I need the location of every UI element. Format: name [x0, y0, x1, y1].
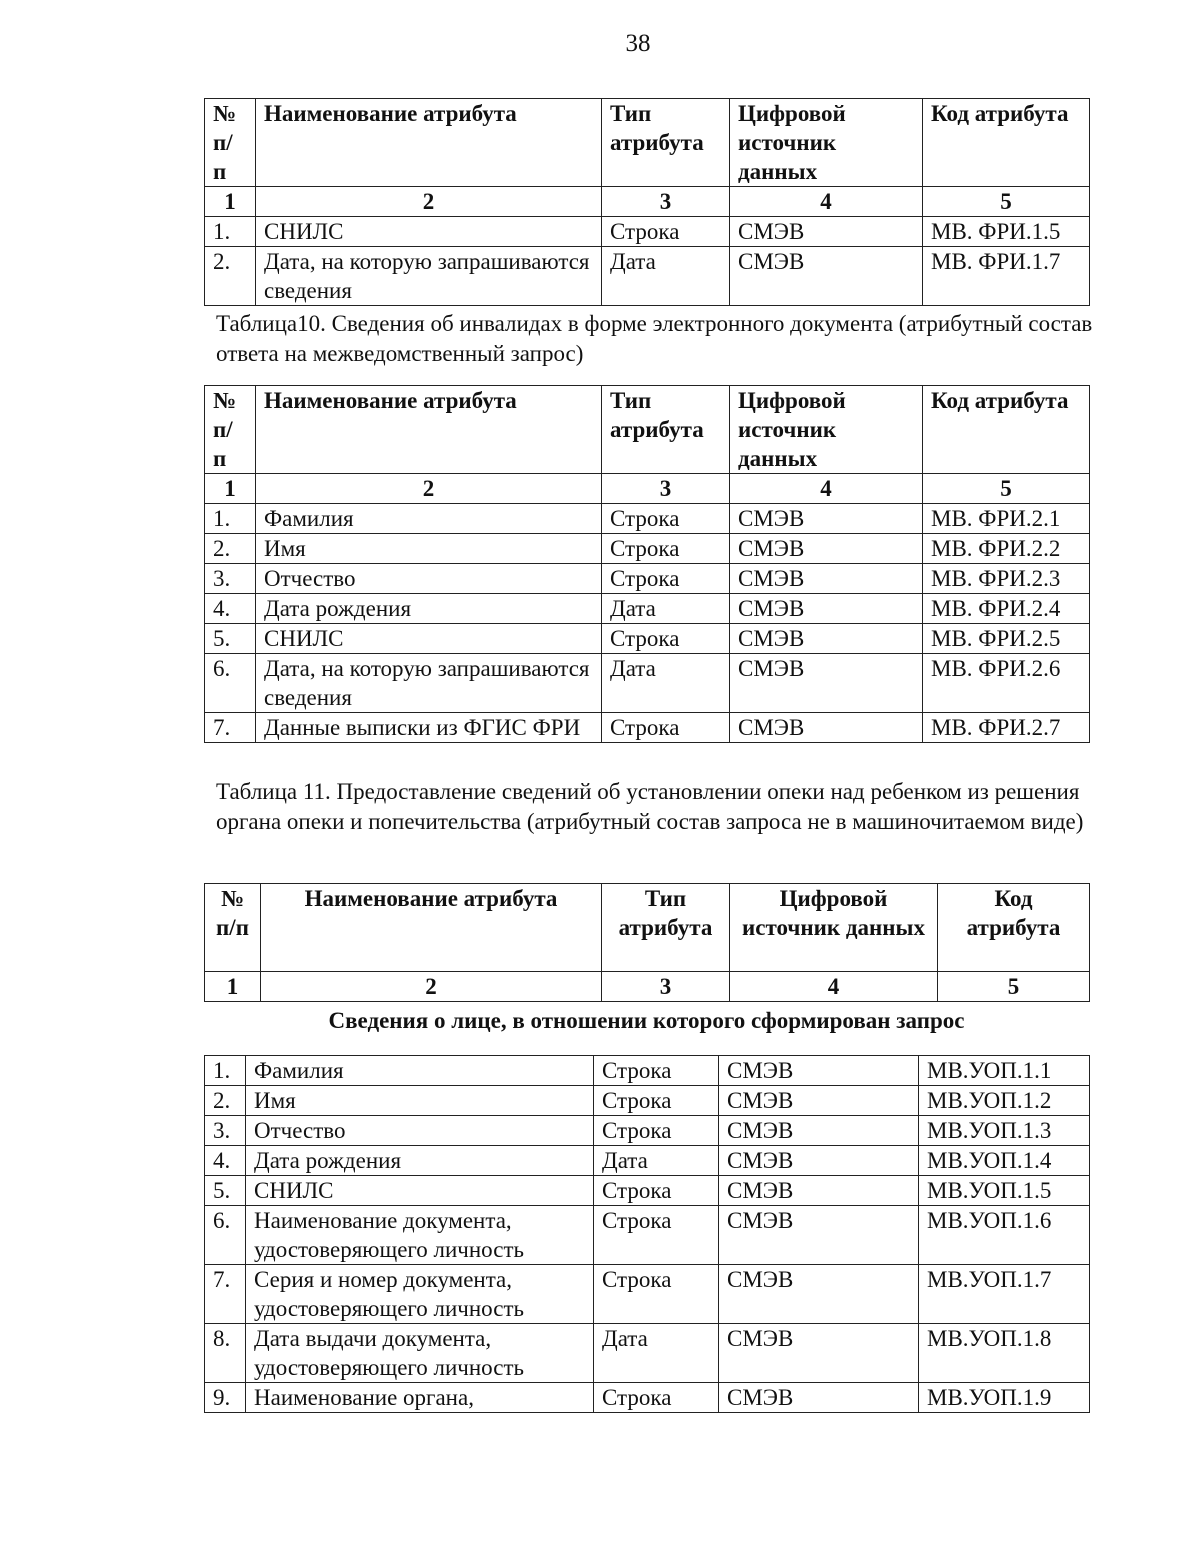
header-attribute-name: Наименование атрибута [256, 99, 602, 187]
column-number: 4 [730, 972, 938, 1002]
table-header-row [205, 386, 1090, 474]
cell-data-source: СМЭВ [719, 1116, 919, 1146]
attributes-table-3-header [204, 883, 1090, 1002]
table-row [205, 654, 1090, 713]
cell-attribute-type: Строка [594, 1265, 719, 1324]
cell-attribute-type: Строка [602, 504, 730, 534]
column-number: 2 [261, 972, 602, 1002]
cell-attribute-type: Строка [594, 1383, 719, 1413]
cell-number: 7. [205, 713, 256, 743]
table-row [205, 1383, 1090, 1413]
cell-attribute-name: Фамилия [246, 1056, 594, 1086]
table-row [205, 1324, 1090, 1383]
cell-attribute-type: Дата [602, 594, 730, 624]
cell-attribute-name: Фамилия [256, 504, 602, 534]
cell-data-source: СМЭВ [730, 713, 923, 743]
header-attribute-code: Код атрибута [923, 99, 1090, 187]
table-row [205, 1056, 1090, 1086]
table-row [205, 247, 1090, 306]
table-row [205, 1176, 1090, 1206]
cell-number: 1. [205, 504, 256, 534]
column-number: 3 [602, 972, 730, 1002]
attributes-table-1 [204, 98, 1090, 306]
cell-number: 5. [205, 1176, 246, 1206]
cell-attribute-name: Наименование документа, удостоверяющего личность [246, 1206, 594, 1265]
cell-attribute-name: Имя [256, 534, 602, 564]
column-number: 1 [205, 474, 256, 504]
cell-number: 2. [205, 247, 256, 306]
cell-attribute-name: СНИЛС [246, 1176, 594, 1206]
cell-number: 6. [205, 1206, 246, 1265]
table-row [205, 534, 1090, 564]
cell-number: 9. [205, 1383, 246, 1413]
cell-attribute-name: Дата, на которую запрашиваются сведения [256, 654, 602, 713]
cell-number: 7. [205, 1265, 246, 1324]
cell-data-source: СМЭВ [719, 1056, 919, 1086]
cell-attribute-name: Данные выписки из ФГИС ФРИ [256, 713, 602, 743]
table-row [205, 594, 1090, 624]
cell-attribute-code: МВ.УОП.1.9 [919, 1383, 1090, 1413]
cell-attribute-code: МВ. ФРИ.1.5 [923, 217, 1090, 247]
cell-attribute-code: МВ. ФРИ.2.4 [923, 594, 1090, 624]
cell-data-source: СМЭВ [730, 247, 923, 306]
table-10-caption: Таблица10. Сведения об инвалидах в форме электронного документа (атрибутный состав ответа на межведомственный запрос) [216, 311, 1093, 366]
table-11-caption: Таблица 11. Предоставление сведений об установлении опеки над ребенком из решения органа опеки и попечительства (атрибутный состав запроса не в машиночитаемом виде) [216, 779, 1084, 834]
cell-attribute-code: МВ.УОП.1.3 [919, 1116, 1090, 1146]
cell-attribute-type: Строка [594, 1176, 719, 1206]
attributes-table-4 [204, 1055, 1090, 1413]
column-numbers-row [205, 972, 1090, 1002]
header-number: № п/п [205, 884, 261, 972]
column-number: 2 [256, 187, 602, 217]
cell-attribute-code: МВ.УОП.1.6 [919, 1206, 1090, 1265]
table-row [205, 217, 1090, 247]
cell-attribute-name: Дата рождения [246, 1146, 594, 1176]
cell-data-source: СМЭВ [719, 1176, 919, 1206]
cell-data-source: СМЭВ [730, 534, 923, 564]
cell-attribute-type: Дата [602, 654, 730, 713]
header-attribute-code: Код атрибута [938, 884, 1090, 972]
table-row [205, 1146, 1090, 1176]
column-number: 2 [256, 474, 602, 504]
header-attribute-name: Наименование атрибута [261, 884, 602, 972]
cell-data-source: СМЭВ [730, 564, 923, 594]
header-attribute-code: Код атрибута [923, 386, 1090, 474]
table-row [205, 1116, 1090, 1146]
column-number: 5 [923, 187, 1090, 217]
cell-attribute-code: МВ.УОП.1.7 [919, 1265, 1090, 1324]
table-row [205, 713, 1090, 743]
cell-data-source: СМЭВ [730, 624, 923, 654]
cell-attribute-type: Строка [602, 624, 730, 654]
cell-attribute-name: Дата, на которую запрашиваются сведения [256, 247, 602, 306]
cell-attribute-code: МВ.УОП.1.4 [919, 1146, 1090, 1176]
cell-attribute-code: МВ. ФРИ.2.1 [923, 504, 1090, 534]
column-number: 5 [923, 474, 1090, 504]
cell-attribute-type: Строка [602, 564, 730, 594]
cell-attribute-code: МВ.УОП.1.1 [919, 1056, 1090, 1086]
cell-number: 3. [205, 1116, 246, 1146]
cell-data-source: СМЭВ [730, 654, 923, 713]
cell-attribute-type: Строка [594, 1086, 719, 1116]
cell-attribute-type: Строка [594, 1206, 719, 1265]
attributes-table-2 [204, 385, 1090, 743]
column-number: 1 [205, 972, 261, 1002]
cell-attribute-code: МВ.УОП.1.2 [919, 1086, 1090, 1116]
header-attribute-type: Тип атрибута [602, 386, 730, 474]
cell-number: 8. [205, 1324, 246, 1383]
cell-number: 1. [205, 1056, 246, 1086]
cell-number: 3. [205, 564, 256, 594]
column-number: 4 [730, 474, 923, 504]
cell-data-source: СМЭВ [719, 1383, 919, 1413]
table-header-row [205, 99, 1090, 187]
cell-attribute-type: Строка [594, 1056, 719, 1086]
header-data-source: Цифровой источник данных [730, 386, 923, 474]
cell-attribute-type: Строка [602, 713, 730, 743]
table-header-row [205, 884, 1090, 972]
header-attribute-type: Тип атрибута [602, 99, 730, 187]
cell-attribute-name: Дата выдачи документа, удостоверяющего личность [246, 1324, 594, 1383]
header-data-source: Цифровой источник данных [730, 99, 923, 187]
cell-attribute-type: Строка [602, 534, 730, 564]
header-attribute-name: Наименование атрибута [256, 386, 602, 474]
cell-data-source: СМЭВ [719, 1206, 919, 1265]
column-numbers-row [205, 187, 1090, 217]
cell-attribute-name: Серия и номер документа, удостоверяющего личность [246, 1265, 594, 1324]
cell-attribute-code: МВ. ФРИ.2.6 [923, 654, 1090, 713]
cell-attribute-name: СНИЛС [256, 217, 602, 247]
cell-attribute-name: Наименование органа, [246, 1383, 594, 1413]
cell-number: 4. [205, 594, 256, 624]
cell-attribute-name: СНИЛС [256, 624, 602, 654]
table-row [205, 624, 1090, 654]
column-number: 3 [602, 187, 730, 217]
cell-attribute-code: МВ. ФРИ.2.7 [923, 713, 1090, 743]
cell-data-source: СМЭВ [719, 1146, 919, 1176]
cell-attribute-code: МВ. ФРИ.2.5 [923, 624, 1090, 654]
cell-attribute-name: Отчество [256, 564, 602, 594]
table-row [205, 1206, 1090, 1265]
cell-attribute-type: Строка [602, 217, 730, 247]
header-number: № п/ п [205, 99, 256, 187]
cell-attribute-code: МВ.УОП.1.5 [919, 1176, 1090, 1206]
cell-data-source: СМЭВ [730, 594, 923, 624]
cell-attribute-type: Дата [602, 247, 730, 306]
table-row [205, 1265, 1090, 1324]
header-attribute-type: Тип атрибута [602, 884, 730, 972]
cell-number: 1. [205, 217, 256, 247]
cell-number: 4. [205, 1146, 246, 1176]
cell-number: 6. [205, 654, 256, 713]
cell-attribute-type: Строка [594, 1116, 719, 1146]
cell-attribute-code: МВ. ФРИ.2.3 [923, 564, 1090, 594]
cell-attribute-code: МВ.УОП.1.8 [919, 1324, 1090, 1383]
column-number: 1 [205, 187, 256, 217]
cell-attribute-type: Дата [594, 1324, 719, 1383]
column-number: 3 [602, 474, 730, 504]
table-row [205, 1086, 1090, 1116]
cell-attribute-name: Отчество [246, 1116, 594, 1146]
page-number: 38 [625, 30, 651, 57]
cell-data-source: СМЭВ [719, 1265, 919, 1324]
cell-attribute-name: Дата рождения [256, 594, 602, 624]
header-number: № п/ п [205, 386, 256, 474]
cell-data-source: СМЭВ [730, 504, 923, 534]
column-numbers-row [205, 474, 1090, 504]
cell-attribute-code: МВ. ФРИ.1.7 [923, 247, 1090, 306]
cell-number: 2. [205, 1086, 246, 1116]
cell-attribute-name: Имя [246, 1086, 594, 1116]
cell-attribute-code: МВ. ФРИ.2.2 [923, 534, 1090, 564]
cell-number: 2. [205, 534, 256, 564]
cell-data-source: СМЭВ [719, 1086, 919, 1116]
section-title: Сведения о лице, в отношении которого сформирован запрос [328, 1008, 965, 1033]
header-data-source: Цифровой источник данных [730, 884, 938, 972]
cell-data-source: СМЭВ [730, 217, 923, 247]
table-row [205, 504, 1090, 534]
table-row [205, 564, 1090, 594]
cell-attribute-type: Дата [594, 1146, 719, 1176]
cell-number: 5. [205, 624, 256, 654]
cell-data-source: СМЭВ [719, 1324, 919, 1383]
column-number: 4 [730, 187, 923, 217]
column-number: 5 [938, 972, 1090, 1002]
